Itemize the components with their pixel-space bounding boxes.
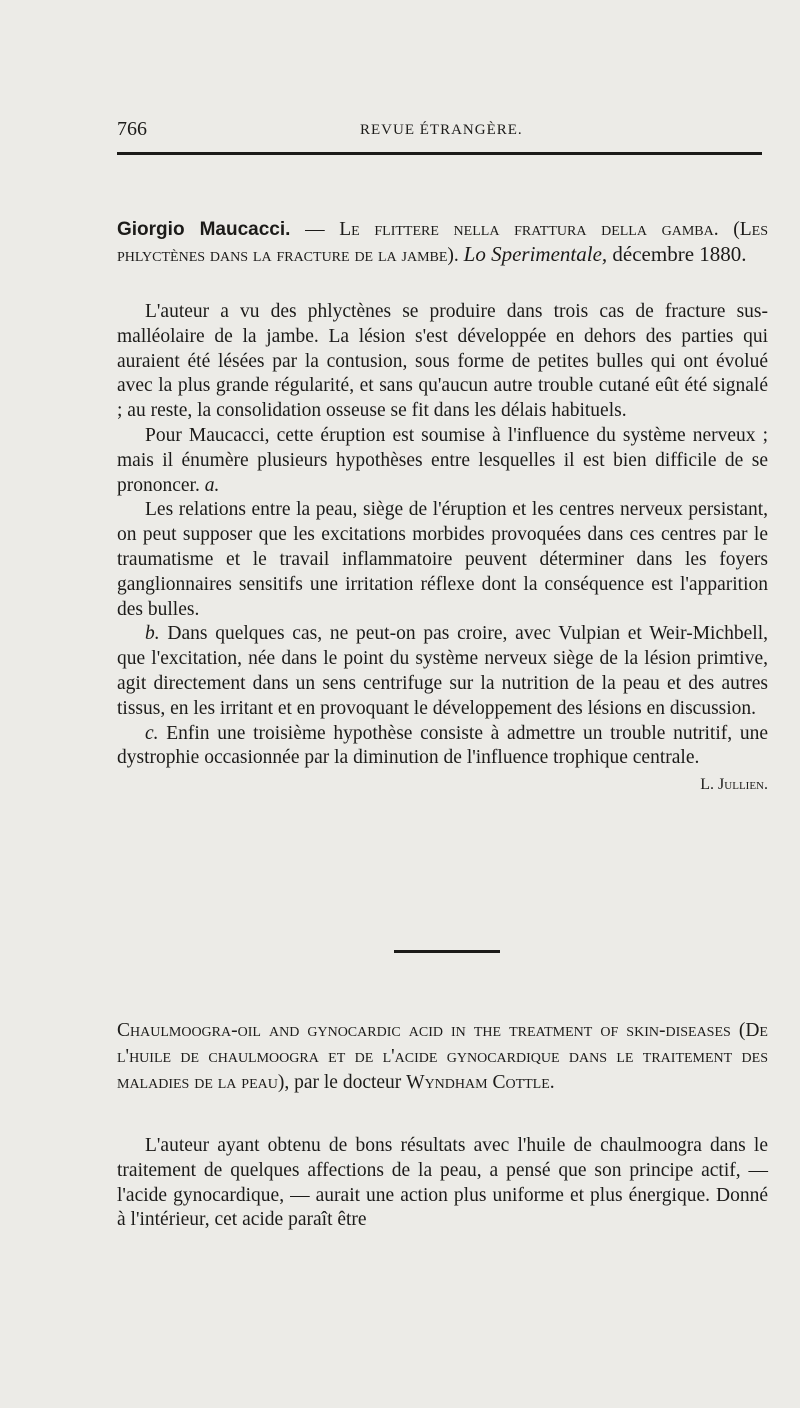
article-title-english: Chaulmoogra-oil and gynocardic acid in the treatment of skin-diseases	[117, 1020, 731, 1041]
running-head	[117, 118, 767, 144]
article-title-french: (De l'huile de chaulmoogra et de l'acide gynocardique dans le traitement des maladies de la peau)	[117, 1020, 768, 1093]
article-cottle	[117, 1018, 768, 1233]
paragraph-text: Dans quelques cas, ne peut-on pas croire, avec Vulpian et Weir-Michbell, que l'excitation, née dans le point du système nerveux siège de la lésion primtive, agit directement dans un sens centrifuge sur la nutrition de la peau et des autres tissus, en les irritant et en provoquant le développement des lésions en discussion.	[117, 623, 768, 719]
article-author: Giorgio Maucacci.	[117, 219, 291, 240]
article-author: Wyndham Cottle.	[406, 1072, 555, 1093]
paragraph-text: Pour Maucacci, cette éruption est soumise à l'influence du système nerveux ; mais il énumère plusieurs hypothèses entre lesquelles il est bien difficile de se prononcer.	[117, 424, 768, 496]
paragraph	[117, 424, 768, 498]
heading-dash: —	[290, 219, 340, 240]
list-letter: a.	[199, 474, 220, 496]
article-title-italian: Le flittere nella frattura della gamba.	[339, 219, 719, 240]
paragraph: Les relations entre la peau, siège de l'éruption et les centres nerveux persistant, on peut supposer que les excitations morbides provoquées dans ces centres par le traumatisme et le travail inflammatoire peuvent déterminer dans les foyers ganglionnaires sensitifs une irritation réflexe dont la conséquence est l'apparition des bulles.	[117, 499, 768, 620]
list-letter: b.	[145, 623, 160, 645]
article-heading	[117, 1018, 768, 1096]
journal-name: Lo Sperimentale,	[463, 242, 608, 266]
list-letter: c.	[145, 722, 159, 744]
paragraph: L'auteur a vu des phlyctènes se produire dans trois cas de fracture sus-malléolaire de la jambe. La lésion s'est développée en dehors des parties qui auraient été lésées par la contusion, sous forme de petites bulles qui ont évolué avec la plus grande régularité, et sans qu'aucun autre trouble cutané eût été signalé ; au reste, la consolidation osseuse se fit dans les délais habituels.	[117, 301, 768, 422]
page-number: 766	[117, 118, 147, 140]
article-heading	[117, 218, 768, 268]
byline-prefix: , par le docteur	[284, 1072, 407, 1093]
article-maucacci	[117, 218, 768, 798]
paragraph-text: Enfin une troisième hypothèse consiste à admettre un trouble nutritif, une dystrophie occasionnée par la diminution de l'influence trophique centrale.	[117, 722, 768, 769]
paragraph	[117, 622, 768, 721]
section-separator	[394, 950, 500, 953]
running-title: REVUE ÉTRANGÈRE.	[360, 122, 523, 138]
paragraph	[117, 722, 768, 794]
signature: L. Jullien.	[700, 776, 768, 794]
journal-date: décembre 1880.	[607, 242, 747, 266]
header-rule	[117, 152, 762, 155]
paragraph: L'auteur ayant obtenu de bons résultats avec l'huile de chaulmoogra dans le traitement de quelques affections de la peau, a pensé que son principe actif, — l'acide gynocardique, — aurait une action plus uniforme et plus énergique. Donné à l'intérieur, cet acide paraît être	[117, 1135, 768, 1231]
article-title-french: (Les phlyctènes dans la fracture de la jambe).	[117, 219, 769, 266]
